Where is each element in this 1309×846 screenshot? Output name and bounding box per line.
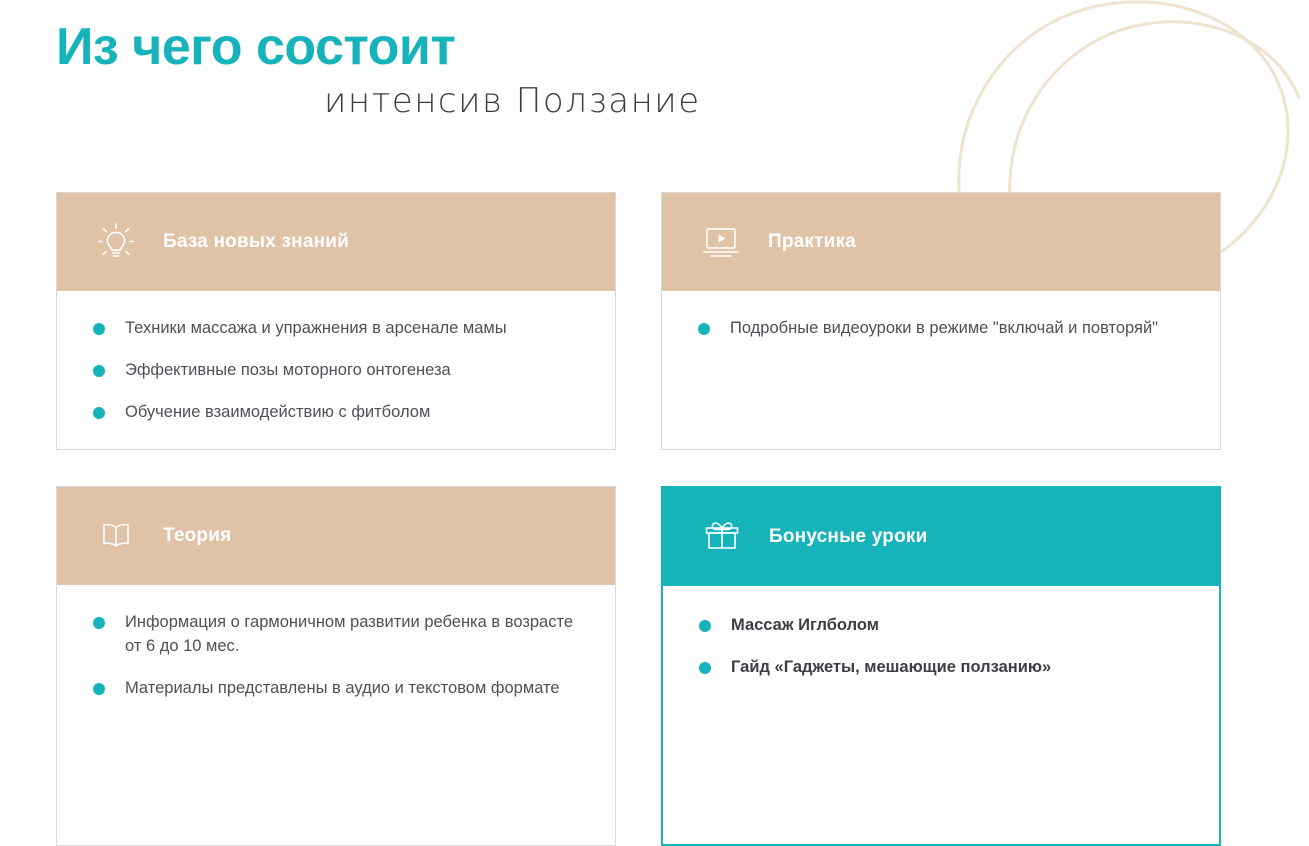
card-item-list [87, 317, 585, 425]
card-theory [56, 486, 616, 846]
card-body [57, 291, 615, 449]
card-header [57, 193, 615, 291]
card-item-list [692, 317, 1190, 341]
list-item: Материалы представлены в аудио и текстовом формате [87, 677, 585, 701]
header [56, 20, 956, 120]
open-book-icon [85, 505, 147, 567]
list-item: Подробные видеоуроки в режиме "включай и повторяй" [692, 317, 1190, 341]
card-header [663, 488, 1219, 586]
card-title: Теория [163, 525, 232, 546]
card-item-list [693, 614, 1189, 680]
card-practice [661, 192, 1221, 450]
card-bonus-lessons [661, 486, 1221, 846]
card-body [57, 585, 615, 845]
card-body [663, 586, 1219, 844]
cards-grid [56, 192, 1221, 846]
list-item: Эффективные позы моторного онтогенеза [87, 359, 585, 383]
card-knowledge-base [56, 192, 616, 450]
card-item-list [87, 611, 585, 701]
list-item: Обучение взаимодействию с фитболом [87, 401, 585, 425]
page-title: Из чего состоит [56, 18, 456, 76]
lightbulb-icon [85, 211, 147, 273]
card-title: Бонусные уроки [769, 526, 928, 547]
list-item: Массаж Иглболом [693, 614, 1189, 638]
list-item: Информация о гармоничном развитии ребенка в возрасте от 6 до 10 мес. [87, 611, 585, 659]
page-subtitle: интенсив Ползание [324, 80, 701, 121]
list-item: Гайд «Гаджеты, мешающие ползанию» [693, 656, 1189, 680]
card-title: Практика [768, 231, 856, 252]
card-body [662, 291, 1220, 449]
card-title: База новых знаний [163, 231, 350, 252]
list-item: Техники массажа и упражнения в арсенале мамы [87, 317, 585, 341]
video-player-icon [690, 211, 752, 273]
card-header [57, 487, 615, 585]
gift-icon [691, 506, 753, 568]
card-header [662, 193, 1220, 291]
